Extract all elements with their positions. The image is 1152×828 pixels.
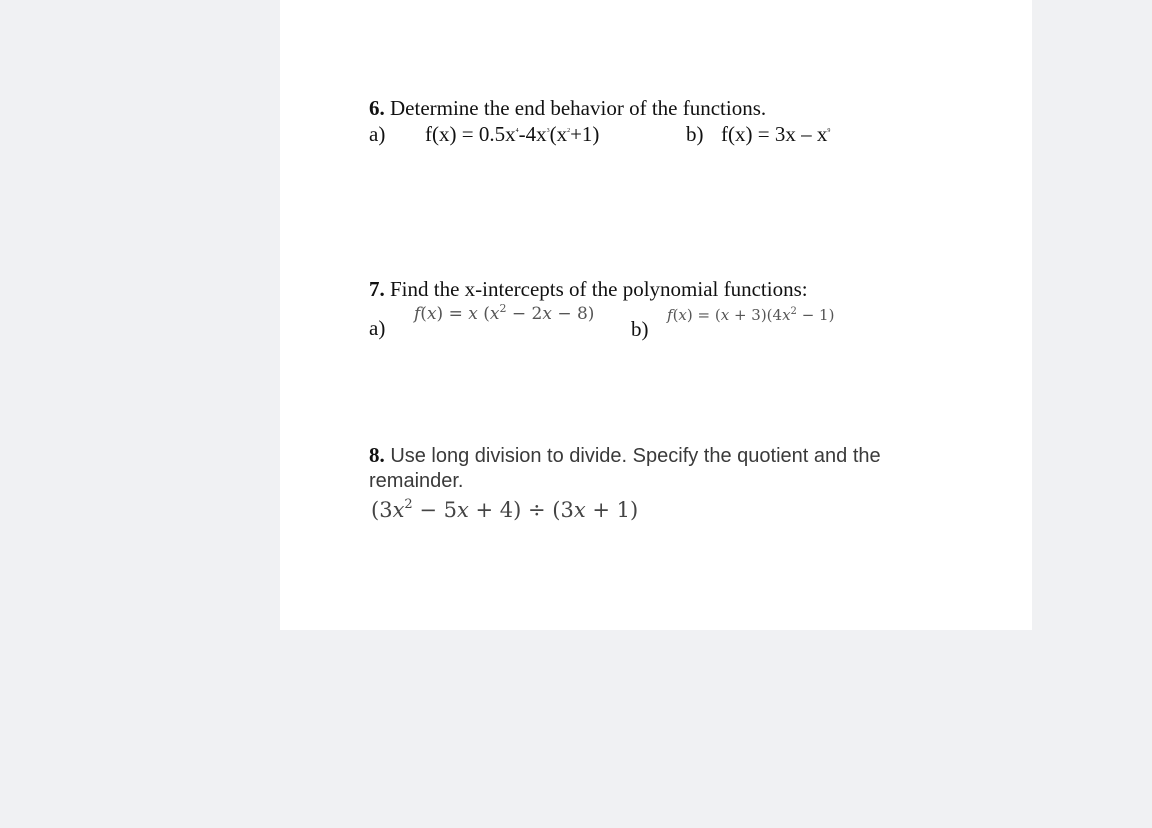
- math-text: ) = (: [686, 306, 721, 324]
- expr-text: f(x) = 3x – x: [721, 122, 828, 146]
- exponent: 4: [515, 128, 519, 134]
- q7-part-a-label: a): [369, 316, 386, 340]
- math-text: + 4) ÷ (3: [468, 498, 574, 522]
- math-var: f: [667, 306, 673, 324]
- math-var: x: [542, 304, 552, 324]
- exponent: 3: [546, 128, 550, 134]
- q6-part-a-expression: [425, 122, 599, 147]
- q6-part-b-expression: [721, 122, 830, 147]
- math-text: (: [672, 306, 679, 324]
- math-var: x: [489, 304, 500, 324]
- expr-text: (x: [549, 122, 568, 146]
- question-prompt: Determine the end behavior of the functions.: [390, 96, 767, 120]
- math-text: − 5: [412, 498, 457, 522]
- math-var: x: [782, 306, 791, 324]
- math-text: (: [477, 304, 490, 324]
- math-text: (3: [371, 498, 393, 522]
- exponent: 2: [404, 497, 413, 512]
- exponent: 9: [827, 128, 831, 134]
- math-text: ) =: [436, 304, 469, 324]
- math-text: + 1): [585, 498, 639, 522]
- math-text: (: [420, 304, 427, 324]
- math-var: x: [392, 498, 405, 522]
- question-7-heading: [369, 277, 808, 302]
- math-var: f: [414, 304, 421, 324]
- q6-part-b-label: b): [686, 122, 704, 146]
- question-number: 6.: [369, 96, 385, 120]
- exponent: 2: [790, 306, 797, 317]
- expr-text: +1): [570, 122, 600, 146]
- question-8-heading: [369, 443, 969, 494]
- q8-expression: [371, 497, 638, 522]
- exponent: 2: [567, 128, 571, 134]
- document-page: [280, 0, 1032, 630]
- math-var: x: [720, 306, 730, 324]
- math-text: + 3)(4: [729, 306, 783, 324]
- math-text: − 8): [551, 304, 595, 324]
- q7-part-a-expression: [414, 302, 594, 324]
- math-var: x: [678, 306, 687, 324]
- question-prompt: Use long division to divide. Specify the quotient and the remainder.: [369, 445, 881, 492]
- q6-part-a-label: a): [369, 122, 386, 146]
- q7-part-b-expression: [667, 306, 834, 324]
- math-var: x: [573, 498, 586, 522]
- math-var: x: [426, 304, 437, 324]
- math-var: x: [468, 304, 478, 324]
- math-text: − 1): [796, 306, 835, 324]
- math-text: − 2: [506, 304, 543, 324]
- exponent: 2: [499, 302, 507, 315]
- question-6-heading: [369, 96, 766, 121]
- expr-text: -4x: [518, 122, 547, 146]
- expr-text: f(x) = 0.5x: [425, 122, 516, 146]
- question-number: 7.: [369, 277, 385, 301]
- math-var: x: [457, 498, 469, 522]
- question-prompt: Find the x-intercepts of the polynomial functions:: [390, 277, 808, 301]
- question-number: 8.: [369, 443, 385, 467]
- q7-part-b-label: b): [631, 317, 649, 341]
